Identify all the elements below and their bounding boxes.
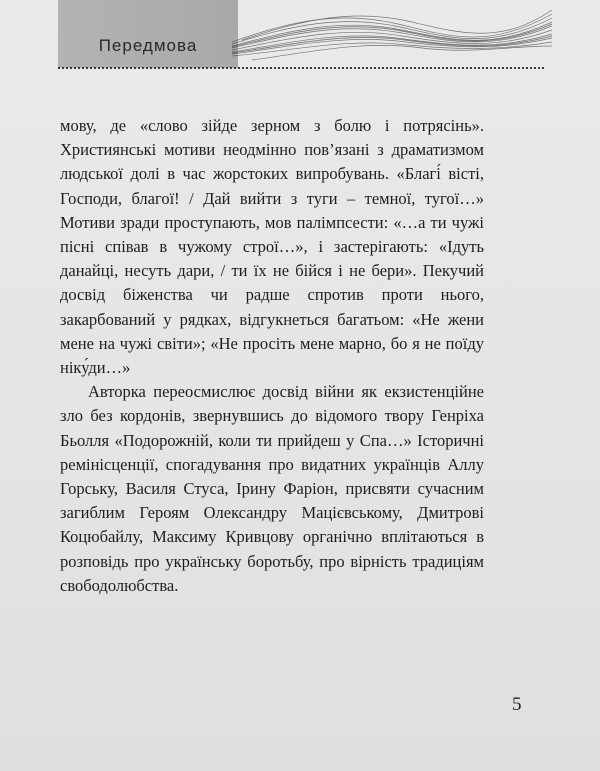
section-header-box [58, 0, 238, 68]
paragraph-1: мову, де «слово зійде зерном з болю і потрясінь». Християнські мотиви неодмінно пов’язані з драматизмом людської долі в час жорстоких випробувань. «Благі́ вісті, Господи, благої! / Дай вийти з туги – темної, тугої…» Мотиви зради проступають, мов палімпсести: «…а ти чужі пісні співав в чужому строї…», і застерігають: «Ідуть данайці, несуть дари, / ти їх не бійся і не бери». Пекучий досвід біженства чи радше спротив проти нього, закарбований у рядках, відгукнеться багатьом: «Не жени мене на чужі світи»; «Не просіть мене марно, бо я не поїду ніку́ди…» [60, 116, 484, 378]
decorative-wave-ornament [232, 0, 552, 66]
page-number: 5 [512, 694, 522, 715]
paragraph-2: Авторка переосмислює досвід війни як екзистенційне зло без кордонів, звернувшись до відомого твору Генріха Бьолля «Подорожній, коли ти прийдеш у Спа…» Історичні ремінісценції, спогадування про видатних українців Аллу Горську, Василя Стуса, Ірину Фаріон, присвяти сучасним загиблим Героям Олександру Мацієвському, Дмитрові Коцюбайлу, Максиму Кривцову органічно вплітаються в розповідь про українську боротьбу, про вірність традиціям свободолюбства. [60, 382, 484, 595]
section-title: Передмова [98, 36, 198, 55]
header-dotted-rule [58, 67, 544, 69]
body-text [60, 114, 484, 598]
